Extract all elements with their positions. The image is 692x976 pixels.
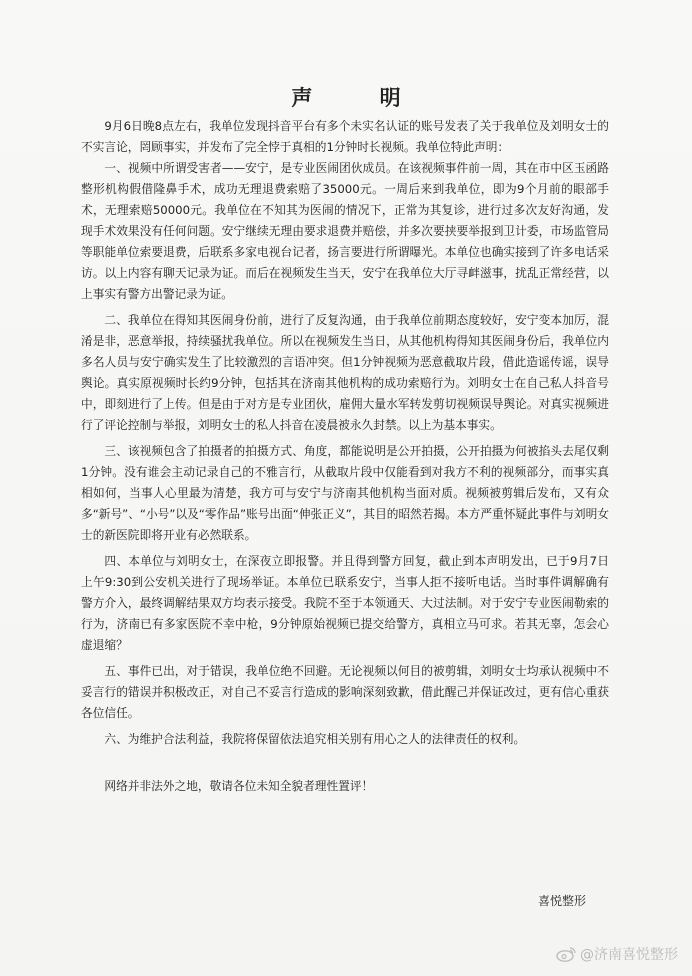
watermark [556, 944, 678, 964]
signature: 喜悦整形 [537, 894, 586, 908]
weibo-icon [556, 946, 576, 962]
paragraph-3: 三、该视频包含了拍摄者的拍摄方式、角度，都能说明是公开拍摄，公开拍摄为何被掐头去尾仅剩1分钟。没有谁会主动记录自己的不雅言行，从截取片段中仅能看到对我方不利的视频部分，而事实真相如何，当事人心里最为清楚，我方可与安宁与济南其他机构当面对质。视频被剪辑后发布，又有众多“新号”、“小号”以及“零作品”账号出面“伸张正义”，其目的昭然若揭。本方严重怀疑此事件与刘明女士的新医院即将开业有必然联系。 [81, 444, 609, 542]
paragraph-5: 五、事件已出，对于错误，我单位绝不回避。无论视频以何目的被剪辑，刘明女士均承认视频中不妥言行的错误并积极改正，对自己不妥言行造成的影响深刻致歉，借此醒己并保证改过，更有信心重获各位信任。 [81, 664, 609, 720]
paragraph-1: 一、视频中所谓受害者——安宁，是专业医闹团伙成员。在该视频事件前一周，其在市中区玉函路整形机构假借隆鼻手术，成功无理退费索赔了35000元。一周后来到我单位，即为9个月前的眼部手术，无理索赔50000元。我单位在不知其为医闹的情况下，正常为其复诊，进行过多次友好沟通，发现手术效果没有任何问题。安宁继续无理由要求退费并赔偿，并多次要挟要举报到卫计委，市场监管局等职能单位索要退费，后联系多家电视台记者，扬言要进行所谓曝光。本单位也确实接到了许多电话采访。以上内容有聊天记录为证。而后在视频发生当天，安宁在我单位大厅寻衅滋事，扰乱正常经营，以上事实有警方出警记录为证。 [81, 161, 609, 301]
closing-line: 网络并非法外之地，敬请各位未知全貌者理性置评！ [104, 779, 374, 793]
paragraph-6: 六、为维护合法利益，我院将保留依法追究相关别有用心之人的法律责任的权利。 [104, 732, 526, 746]
intro-paragraph: 9月6日晚8点左右，我单位发现抖音平台有多个未实名认证的账号发表了关于我单位及刘明女士的不实言论，罔顾事实，并发布了完全悖于真相的1分钟时长视频。我单位特此声明： [81, 119, 609, 154]
document-body [81, 116, 609, 797]
document-title: 声 明 [291, 86, 431, 110]
watermark-text: @济南喜悦整形 [580, 947, 678, 963]
paragraph-2: 二、我单位在得知其医闹身份前，进行了反复沟通，由于我单位前期态度较好，安宁变本加厉，混淆是非，恶意举报，持续骚扰我单位。所以在视频发生当日，从其他机构得知其医闹身份后，我单位内多名人员与安宁确实发生了比较激烈的言语冲突。但1分钟视频为恶意截取片段，借此造谣传谣，误导舆论。真实原视频时长约9分钟，包括其在济南其他机构的成功索赔行为。刘明女士在自己私人抖音号中，即刻进行了上传。但是由于对方是专业团伙，雇佣大量水军转发剪切视频误导舆论。对真实视频进行了评论控制与举报，刘明女士的私人抖音在凌晨被永久封禁。以上为基本事实。 [81, 313, 609, 432]
paragraph-4: 四、本单位与刘明女士，在深夜立即报警。并且得到警方回复，截止到本声明发出，已于9月7日上午9:30到公安机关进行了现场举证。本单位已联系安宁，当事人拒不接听电话。当时事件调解确有警方介入，最终调解结果双方均表示接受。我院不至于本领通天、大过法制。对于安宁专业医闹勒索的行为，济南已有多家医院不幸中枪，9分钟原始视频已提交给警方，真相立马可求。若其无辜，怎会心虚退缩？ [81, 554, 609, 652]
